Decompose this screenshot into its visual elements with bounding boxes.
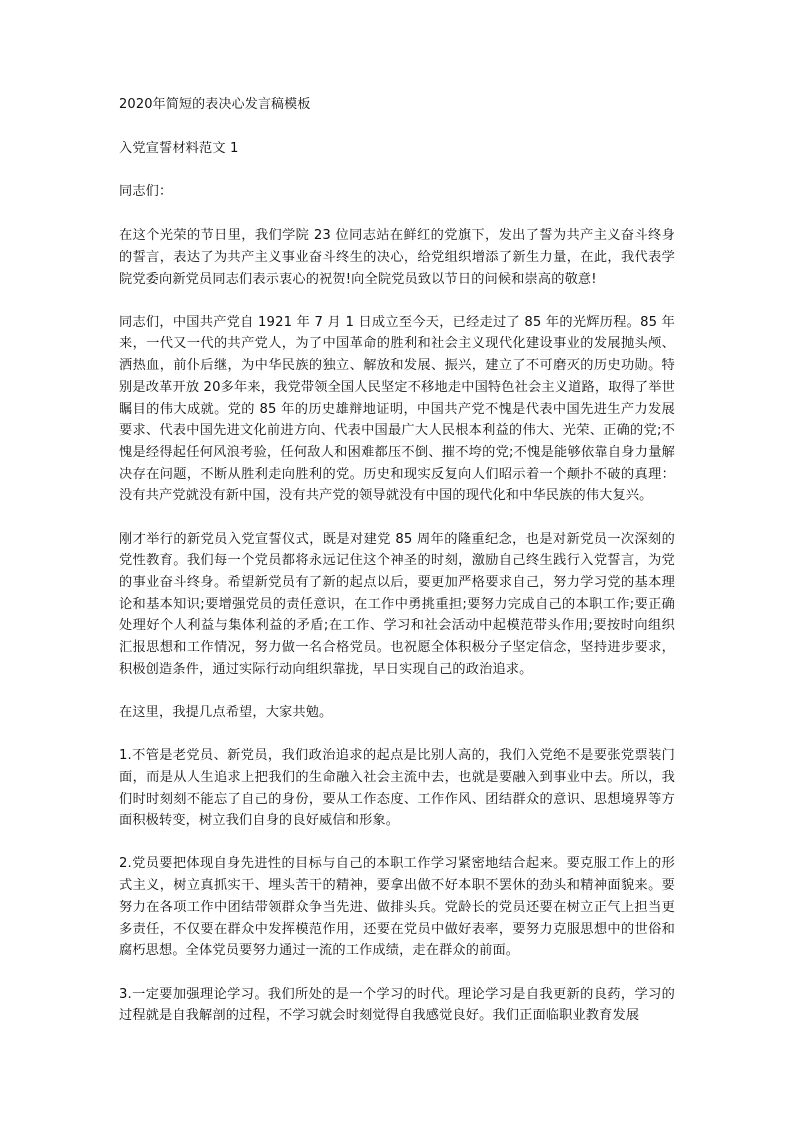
greeting: 同志们：: [119, 184, 173, 200]
paragraph-2: 同志们，中国共产党自 1921 年 7 月 1 日成立至今天，已经走过了 85 年的光辉历程。85 年来，一代又一代的共产党人，为了中国革命的胜利和社会主义现代化建设事业的发展抛头颅、洒热血，前仆后继，为中华民族的独立、解放和发展、振兴，建立了不可磨灭的历史功勋。特别是改革开放 20多年来，我党带领全国人民坚定不移地走中国特色社会主义道路，取得了举世瞩目的伟大成就。党的 85 年的历史雄辩地证明，中国共产党不愧是代表中国先进生产力发展要求、代表中国先进文化前进方向、代表中国最广大人民根本利益的伟大、光荣、正确的党;不愧是经得起任何风浪考验，任何敌人和困难都压不倒、摧不垮的党;不愧是能够依靠自身力量解决存在问题，不断从胜利走向胜利的党。历史和现实反复向人们昭示着一个颠扑不破的真理：没有共产党就没有新中国，没有共产党的领导就没有中国的现代化和中华民族的伟大复兴。: [119, 314, 675, 504]
document-title: 2020年简短的表决心发言稿模板: [119, 97, 311, 112]
paragraph-7: 3.一定要加强理论学习。我们所处的是一个学习的时代。理论学习是自我更新的良药，学习的过程就是自我解剖的过程，不学习就会时刻觉得自我感觉良好。我们正面临职业教育发展: [119, 986, 675, 1024]
paragraph-6: 2.党员要把体现自身先进性的目标与自己的本职工作学习紧密地结合起来。要克服工作上的形式主义，树立真抓实干、埋头苦干的精神，要拿出做不好本职不罢休的劲头和精神面貌来。要努力在各项工作中团结带领群众争当先进、做排头兵。党龄长的党员还要在树立正气上担当更多责任，不仅要在群众中发挥模范作用，还要在党员中做好表率，要努力克服思想中的世俗和腐朽思想。全体党员要努力通过一流的工作成绩，走在群众的前面。: [119, 856, 675, 959]
paragraph-3: 刚才举行的新党员入党宣誓仪式，既是对建党 85 周年的隆重纪念，也是对新党员一次深刻的党性教育。我们每一个党员都将永远记住这个神圣的时刻，激励自己终生践行入党誓言，为党的事业奋斗终身。希望新党员有了新的起点以后，要更加严格要求自己，努力学习党的基本理论和基本知识;要增强党员的责任意识，在工作中勇挑重担;要努力完成自己的本职工作;要正确处理好个人利益与集体利益的矛盾;在工作、学习和社会活动中起模范带头作用;要按时向组织汇报思想和工作情况，努力做一名合格党员。也祝愿全体积极分子坚定信念，坚持进步要求，积极创造条件，通过实际行动向组织靠拢，早日实现自己的政治追求。: [119, 531, 675, 677]
paragraph-1: 在这个光荣的节日里，我们学院 23 位同志站在鲜红的党旗下，发出了誓为共产主义奋斗终身的誓言，表达了为共产主义事业奋斗终生的决心，给党组织增添了新生力量，在此，我代表学院党委向新党员同志们表示衷心的祝贺!向全院党员致以节日的问候和崇高的敬意!: [119, 228, 675, 287]
paragraph-4: 在这里，我提几点希望，大家共勉。: [119, 704, 333, 720]
document-subtitle: 入党宣誓材料范文 1: [119, 140, 239, 156]
paragraph-5: 1.不管是老党员、新党员，我们政治追求的起点是比别人高的，我们入党绝不是要张党票装门面，而是从人生追求上把我们的生命融入社会主流中去，也就是要融入到事业中去。所以，我们时时刻刻不能忘了自己的身份，要从工作态度、工作作风、团结群众的意识、思想境界等方面积极转变，树立我们自身的良好威信和形象。: [119, 748, 675, 829]
document-page: [119, 94, 675, 1048]
